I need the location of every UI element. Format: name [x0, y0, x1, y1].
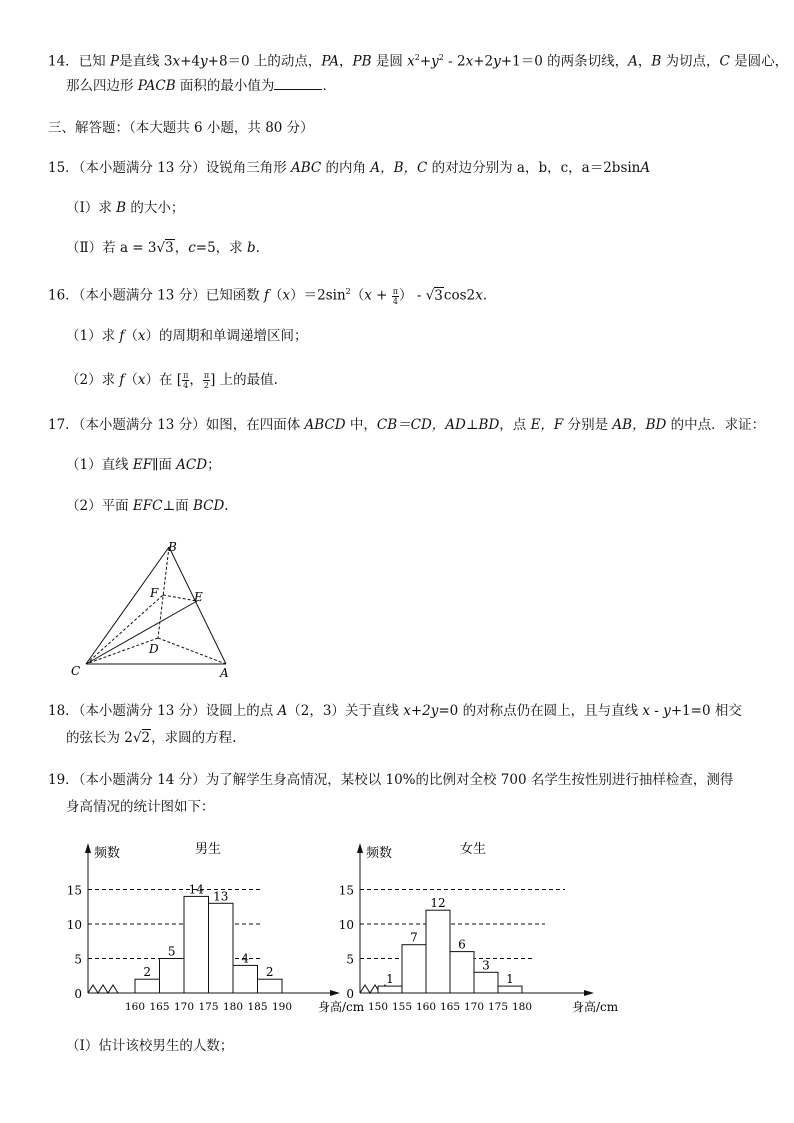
q19-line1: 19．（本小题满分 14 分）为了解学生身高情况，某校以 10%的比例对全校 700 名学生按性别进行抽样检查，测得: [48, 772, 734, 788]
bar-value-label: 1: [386, 972, 394, 987]
x-tick-label: 160: [124, 1001, 146, 1013]
y-axis-arrow: [85, 843, 91, 853]
histogram-bar: [426, 910, 450, 993]
x-tick-label: 150: [367, 1001, 389, 1013]
histogram-bar: [184, 896, 209, 993]
bar-value-label: 5: [167, 944, 176, 959]
section-heading: 三、解答题：（本大题共 6 小题，共 80 分）: [48, 120, 314, 136]
x-tick-label: 180: [222, 1001, 244, 1013]
y-axis-arrow: [357, 843, 363, 853]
x-tick-label: 175: [198, 1001, 219, 1013]
axis-break-mark: [88, 985, 118, 993]
histogram-bar: [233, 965, 258, 993]
histogram-bar: [450, 952, 474, 993]
histogram-bar: [258, 979, 283, 993]
q16-stem: 16．（本小题满分 13 分）已知函数 $f(x)=2\sin^2(x$ + $\frac{\pi}{4}$ ） - √3cos2x.: [48, 286, 488, 306]
x-axis-arrow: [584, 990, 594, 996]
q14-line2: 那么四边形 PACB 面积的最小值为 ．: [66, 78, 336, 94]
q16-part1: （1）求 f（x）的周期和单调递增区间；: [66, 328, 308, 344]
bar-value-label: 13: [213, 889, 229, 904]
histogram-bar: [378, 986, 402, 993]
q15-stem: 15．（本小题满分 13 分）设锐角三角形 ABC 的内角 A，B，C 的对边分别为 a，b，c，a＝2bsinA: [48, 160, 651, 176]
histogram-bar: [474, 972, 498, 993]
vertex-label-b: B: [168, 540, 177, 554]
bar-value-label: 12: [430, 896, 446, 911]
y-tick-label: 10: [66, 918, 82, 932]
x-tick-label: 165: [439, 1001, 461, 1013]
bar-value-label: 2: [265, 965, 274, 980]
histogram-bar: [209, 903, 234, 993]
histogram-bar: [402, 945, 426, 993]
x-tick-label: 185: [247, 1001, 268, 1013]
x-axis-arrow: [330, 990, 340, 996]
chart-male: [60, 835, 365, 1020]
bar-value-label: 2: [143, 965, 152, 980]
x-tick-label: 155: [391, 1001, 413, 1013]
histogram-bar: [160, 959, 185, 994]
chart-title: 女生: [460, 842, 487, 857]
vertex-label-f: F: [150, 586, 159, 600]
q16-part2: （2）求 f（x）在 [ $\frac{\pi}{4}$ ， $\frac{\pi}{2}$ ] 上的最值.: [66, 371, 278, 390]
y-tick-label: 5: [346, 952, 354, 967]
x-axis-label: 身高/cm: [572, 1000, 619, 1014]
bar-value-label: 4: [241, 951, 250, 966]
q19-line2: 身高情况的统计图如下：: [66, 799, 215, 815]
chart-female: [340, 835, 620, 1020]
y-tick-label: 15: [66, 883, 82, 898]
chart-title: 男生: [195, 842, 222, 857]
y-tick-label: 15: [338, 883, 354, 898]
q17-stem: 17．（本小题满分 13 分）如图，在四面体 ABCD 中，CB＝CD，AD⊥BD，点 E，F 分别是 AB，BD 的中点．求证：: [48, 417, 766, 433]
q17-part2: （2）平面 EFC⊥面 BCD.: [66, 498, 229, 514]
x-tick-label: 160: [415, 1001, 437, 1013]
x-tick-label: 190: [271, 1001, 293, 1013]
x-axis-label: 身高/cm: [318, 1000, 365, 1014]
y-axis-label: 频数: [94, 846, 121, 861]
q18-line2: 的弦长为 2√2，求圆的方程.: [66, 730, 237, 746]
bar-value-label: 6: [458, 937, 466, 952]
vertex-label-a: A: [220, 666, 229, 680]
y-tick-label: 10: [338, 918, 354, 932]
vertex-label-c: C: [71, 664, 81, 678]
q17-part1: （1）直线 EF∥面 ACD；: [66, 457, 221, 473]
pi-over-4: $\frac{\pi}{4}$: [392, 286, 399, 306]
histogram-bar: [498, 986, 522, 993]
pi-over-2-bound: $\frac{\pi}{2}$: [203, 371, 210, 390]
y-tick-label: 0: [346, 987, 354, 1001]
x-tick-label: 165: [149, 1001, 170, 1013]
vertex-label-d: D: [149, 642, 159, 656]
answer-blank: [274, 77, 322, 90]
bar-value-label: 14: [188, 882, 204, 897]
bar-value-label: 7: [410, 930, 418, 945]
vertex-label-e: E: [194, 590, 203, 604]
y-tick-label: 5: [74, 952, 82, 967]
pi-over-4-bound: $\frac{\pi}{4}$: [183, 371, 189, 390]
x-tick-label: 180: [511, 1001, 533, 1013]
bar-value-label: 3: [482, 958, 490, 973]
q15-part1: （Ⅰ）求 B 的大小；: [66, 200, 185, 216]
q15-part2: （Ⅱ）若 a = 3√3，c=5，求 b.: [66, 240, 260, 256]
x-tick-label: 175: [487, 1001, 509, 1013]
y-tick-label: 0: [74, 987, 82, 1001]
q18-line1: 18．（本小题满分 13 分）设圆上的点 A（2，3）关于直线 x+2y=0 的对称点仍在圆上，且与直线 x - y+1=0 相交: [48, 703, 742, 719]
bar-value-label: 1: [506, 972, 514, 987]
x-tick-label: 170: [173, 1001, 195, 1013]
q19-part1: （Ⅰ）估计该校男生的人数；: [66, 1038, 234, 1054]
x-tick-label: 170: [463, 1001, 485, 1013]
histogram-bar: [135, 979, 160, 993]
tetrahedron-figure: [60, 535, 250, 685]
y-axis-label: 频数: [366, 846, 393, 861]
q14-line1: 14．已知 P是直线 3x+4y+8＝0 上的动点，PA，PB 是圆 $x^2+y^2 - 2x+2y+1=0$ 的两条切线，A，B 为切点，C 是圆心，: [48, 53, 789, 70]
